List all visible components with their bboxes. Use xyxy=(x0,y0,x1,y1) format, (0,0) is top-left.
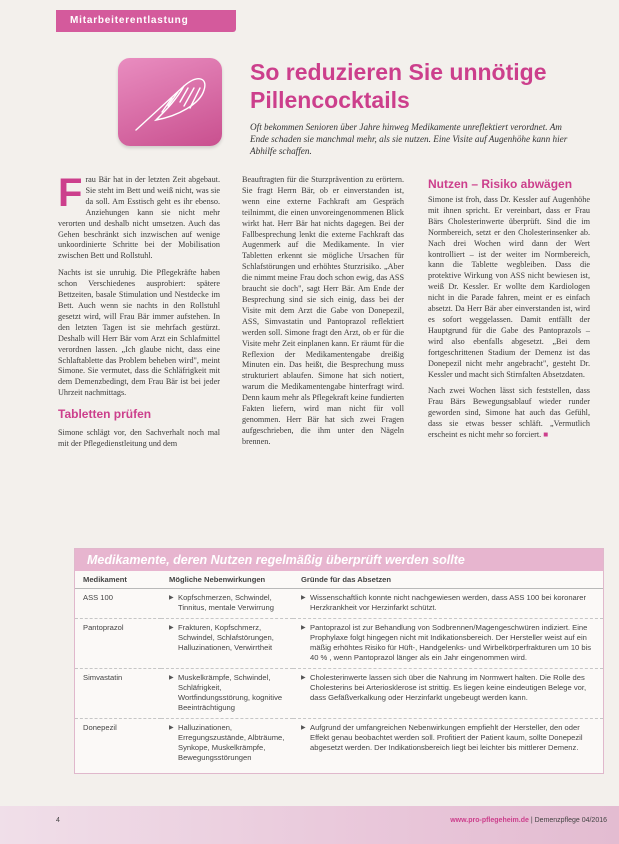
medication-name: ASS 100 xyxy=(75,589,161,619)
medication-table xyxy=(75,571,603,768)
column-header: Medikament xyxy=(75,571,161,589)
footer-band xyxy=(0,806,619,844)
paragraph: Simone schlägt vor, den Sachverhalt noch mal mit der Pflegedienstleitung und dem xyxy=(58,428,220,448)
box-title: Medikamente, deren Nutzen regelmäßig überprüft werden sollte xyxy=(75,549,603,571)
reasons: ▶ Pantoprazol ist zur Behandlung von Sodbrennen/Magengeschwüren indiziert. Eine Prophylaxe folgt hingegen nicht mit Indikationsbereich. Der Hersteller weist auf ein mäßig erhöhtes Risiko für Hüft-, Handgelenks- und Wirbelkörperfrakturen um 10 bis 40 % , wenn Pantoprazol länger als ein Jahr eingenommen wird. xyxy=(301,623,597,663)
paragraph: Frau Bär hat in der letzten Zeit abgebaut. Sie steht im Bett und weiß nicht, was sie da soll. Am Esstisch geht es ihr ebenso. Anziehungen kann sie nicht mehr verorten und deshalb nicht umsetzen. Auch das Gehen beschränkt sich inzwischen auf wenige unkoordinierte Schritte bei der Mobilisation zwischen Bett und Rollstuhl. xyxy=(58,171,220,261)
teaser: Oft bekommen Senioren über Jahre hinweg Medikamente unreflektiert verordnet. Am Ende schaden sie manchmal mehr, als sie nutzen. Eine Visite auf Augenhöhe kann hier Abhilfe schaffen. xyxy=(250,122,568,156)
article-column-1 xyxy=(58,171,220,456)
end-mark: ■ xyxy=(543,430,549,440)
medication-name: Simvastatin xyxy=(75,669,161,719)
subhead-tabletten: Tabletten prüfen xyxy=(58,407,152,422)
reasons: ▶ Aufgrund der umfangreichen Nebenwirkungen empfiehlt der Hersteller, den oder Effekt genau beobachtet werden soll. Profitiert der Patient kaum, sollte Donepezil abgesetzt werden. Der Indikationsbereich liegt bei leichter bis mittlerer Demenz. xyxy=(301,723,597,753)
table-row xyxy=(75,619,603,669)
subhead-nutzen: Nutzen – Risiko abwägen xyxy=(428,177,573,191)
reasons: ▶ Cholesterinwerte lassen sich über die Nahrung im Normwert halten. Die Rolle des Cholesterins bei Arteriosklerose ist strittig. Es liegen keine eindeutigen Belege vor, dass Gefäßverkalkung oder Herzinfarkt ungebeugt werden kann. xyxy=(301,673,597,703)
medication-name: Donepezil xyxy=(83,723,117,732)
reasons: ▶ Wissenschaftlich konnte nicht nachgewiesen werden, dass ASS 100 bei koronarer Herzkrankheit vor Herzinfarkt schützt. xyxy=(301,593,597,613)
paragraph: Simone ist froh, dass Dr. Kessler auf Augenhöhe mit ihnen spricht. Er vereinbart, dass er Frau Bärs Cholesterinwerte überprüft. Sind die im Normbereich, setzt er den Cholesterinsenker ab. Nach drei Wochen wird dann der Wert kontrolliert – ist der weiter im Normbereich, kann die Tablette wegbleiben. Dass die protektive Wirkung von ASS nicht bewiesen ist, weiß Dr. Kessler. Er wollte dem Kardiologen nicht in die Parade fahren, meint er es einfach absetzt. Da Herr Bär aber einverstanden ist, wird es sofort weggelassen. Damit entfällt der Hauptgrund für die Gabe des Pantoprazols – wird also ebenfalls abgesetzt. „Bei dem fortgeschrittenen Stadium der Demenz ist das Donepezil nicht mehr angebracht", gesteht Dr. Kessler und macht sich Stirnfalten Absetzdaten. xyxy=(428,195,590,379)
paragraph: Nachts ist sie unruhig. Die Pflegekräfte haben schon Verschiedenes ausprobiert: spätere Bettzeiten, basale Stimulation und Nestdecke im Bett. Auch wenn sie nachts in den Rollstuhl gesetzt wird, will Frau Bär immer aufstehen. In den letzten Tagen ist sie mehrfach gestürzt. Deshalb will Herr Bär vom Arzt ein Schlafmittel verordnen lassen. „Ich glaube nicht, dass eine Schlaftablette das Problem beheben wird", meint Simone. Sie vermutet, dass die Schläfrigkeit mit dem Demenzbedingt, dem Frau Bär ist bei jeder Uhrzeit nachmittags. xyxy=(58,268,220,398)
dropcap: F xyxy=(58,171,83,215)
column-header: Gründe für das Absetzen xyxy=(293,571,603,589)
side-effects: ▶ Muskelkrämpfe, Schwindel, Schläfrigkeit, Wortfindungsstörung, kognitive Beeinträchtigung xyxy=(169,673,287,713)
medication-name: Pantoprazol xyxy=(75,619,161,669)
feather-icon xyxy=(118,58,222,146)
column-header: Mögliche Nebenwirkungen xyxy=(161,571,293,589)
table-row xyxy=(75,589,603,619)
paragraph: Beauftragten für die Sturzprävention zu erörtern. Sie fragt Herrn Bär, ob er einverstanden ist, wenn eine externe Fachkraft am Gespräch teilnimmt, die einen unvoreingenommenen Blick wirkt hat. Herr Bär hat nichts dagegen. Bei der Fallbesprechung lenkt die externe Fachkraft das Augenmerk auf die Medikamente. In vier Tabletten erkennt sie mögliche Ursachen für Schlafstörungen und erhöhtes Sturzrisiko. „Aber die nimmt meine Frau doch schon ewig, das ASS braucht sie doch", sagt Herr Bär. Am Ende der Besprechung sind sie sich einig, dass bei der Visite mit dem Arzt die Gabe von Donepezil, ASS, Simvastatin und Pantoprazol reflektiert werden soll. Simone fragt den Arzt, ob er für die Visite mehr Zeit einplanen kann. Er räumt für die Reflexion der Medikamentengabe dreißig Minuten ein. Das heißt, die Besprechung muss strukturiert ablaufen. Simone hat sich notiert, warum die Medikamentengabe hinterfragt wird. Denn kaum mehr als Pflegekraft keine fundierten Fakten liefern, wird man nicht für voll genommen. Herr Bär hat sich zwei Fragen aufgeschrieben, die ihm unter den Nägeln brennen. xyxy=(242,175,404,446)
side-effects: ▶ Halluzinationen, Erregungszustände, Albträume, Synkope, Muskelkrämpfe, Bewegungsstörungen xyxy=(169,723,287,763)
section-tag: Mitarbeiterentlastung xyxy=(56,10,236,32)
side-effects: ▶ Frakturen, Kopfschmerz, Schwindel, Schlafstörungen, Halluzinationen, Verwirrtheit xyxy=(169,623,287,653)
table-row xyxy=(75,669,603,719)
article-column-3 xyxy=(428,195,590,447)
article-column-2 xyxy=(242,175,404,454)
footer-url[interactable]: www.pro-pflegeheim.de | Demenzpflege 04/2016 xyxy=(450,817,607,824)
side-effects: ▶ Kopfschmerzen, Schwindel, Tinnitus, mentale Verwirrung xyxy=(169,593,287,613)
page-number: 4 xyxy=(56,817,60,824)
table-row xyxy=(75,719,603,769)
paragraph: Nach zwei Wochen lässt sich feststellen, dass Frau Bärs Bewegungsablauf wieder runder geworden sind, Simone hat auch das Gefühl, dass sie etwas besser schläft. „Vermutlich erscheint es nicht mehr so forciert. ■ xyxy=(428,386,590,440)
headline: So reduzieren Sie unnötige Pillencocktails xyxy=(250,59,547,113)
medication-box xyxy=(74,548,604,774)
